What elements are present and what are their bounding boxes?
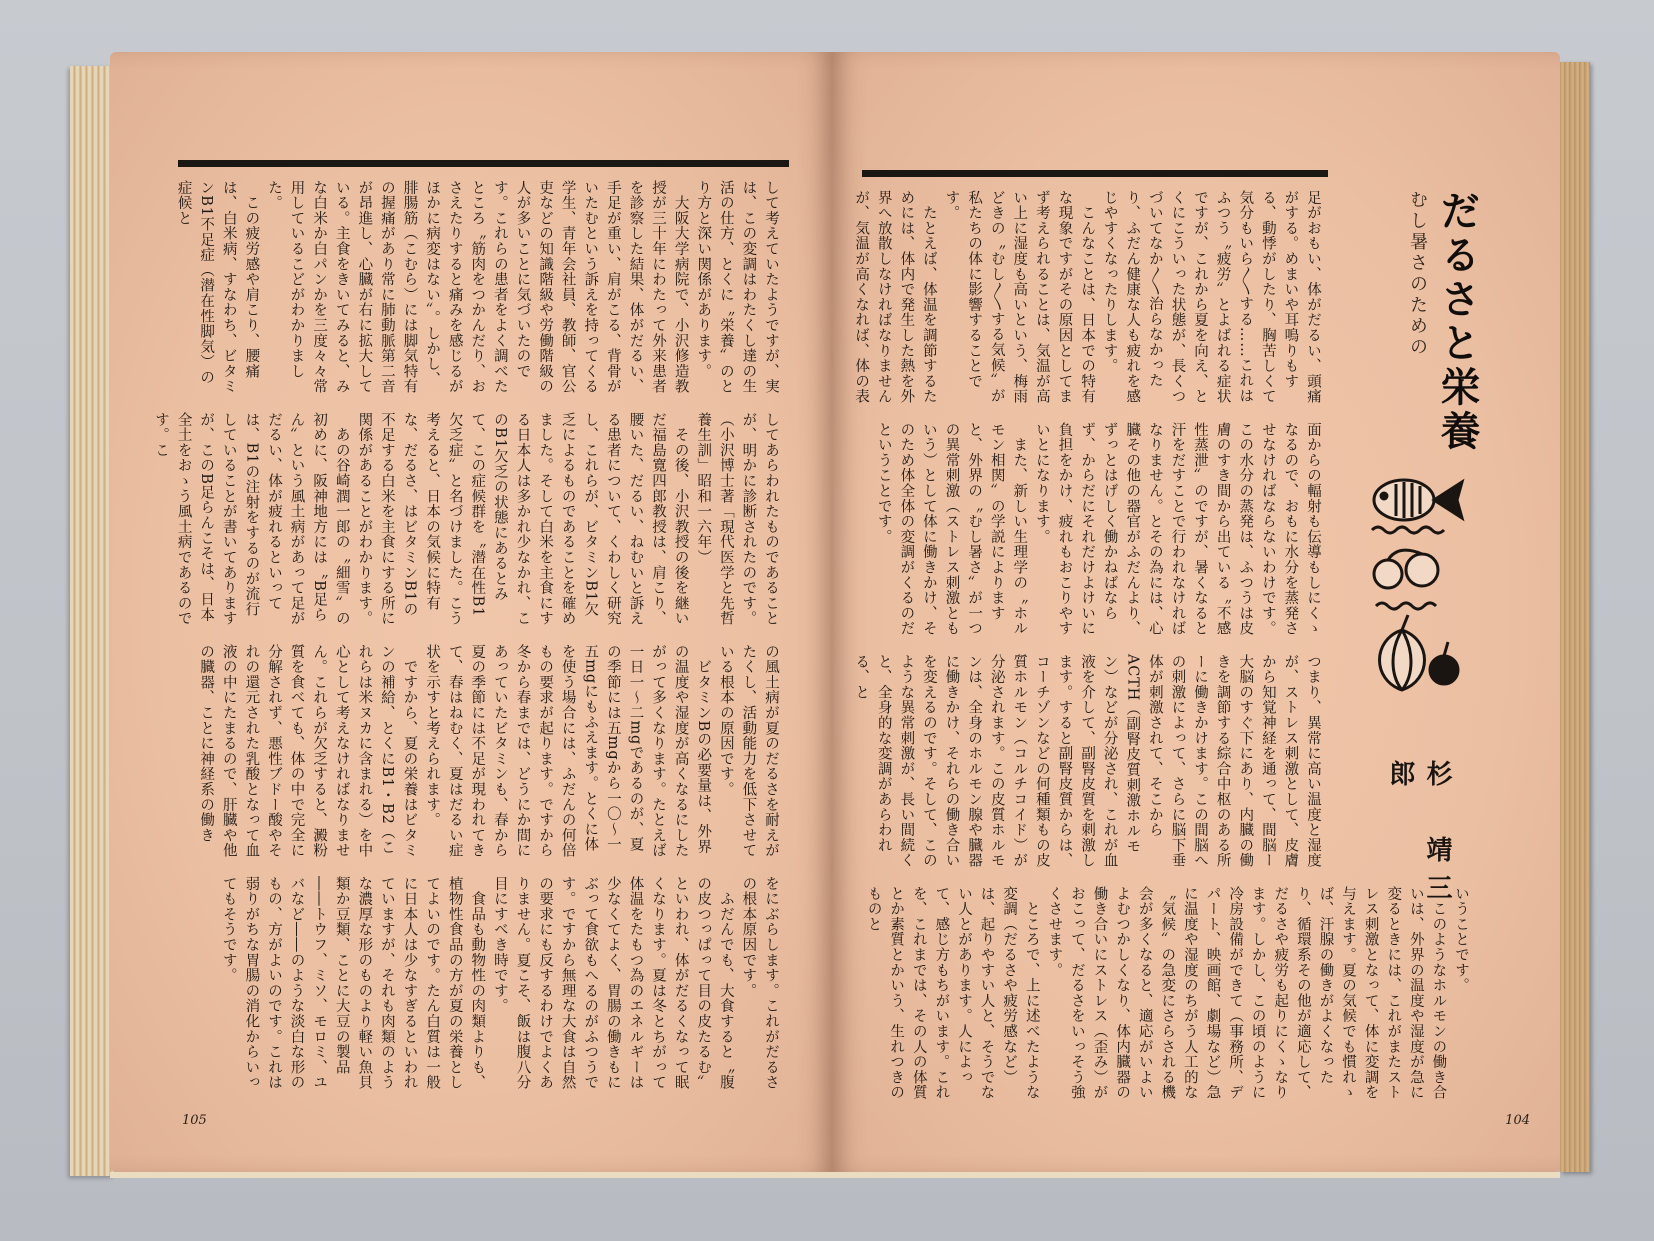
page-bottom-edge	[110, 1172, 1560, 1178]
fish-icon	[1372, 480, 1462, 533]
text-block: 足がおもい、体がだるい、頭痛がする。めまいや耳鳴りもする、動悸がしたり、胸苦しくて気分もいら〳〵する……これはふつう〝疲労〟とよばれる症状ですが、これから夏を向え、とくにこういった状態が、長くつづいてなか〳〵治らなかったり、ふだん健康な人も疲れを感じやすくなったりします。 こんなことは、日本での特有な現象ですがその原因としてまず考えられることは、気温が高い上に湿度も高いという、梅雨どきの〝むし〳〵する気候〟が私たちの体に影響することです。 たとえば、体温を調節するためには、体内で発生した熱を外界へ放散しなければなりませんが、気温が高くなれば、体の表	[853, 190, 1321, 405]
left-text-body	[152, 180, 782, 1108]
text-block: つまり、異常に高い温度と湿度が、ストレス刺激として、皮膚から知覚神経を通って、間脳ー大脳のすぐ下にあり、内臓の働きを調節する綜合中枢のある所ーに働きかけます。この間脳への刺激によって、さらに脳下垂体が刺激されて、そこからACTH（副腎皮質刺激ホルモン）などが分泌され、これが血液を介して、副腎皮質を刺激します。すると副腎皮質からは、コーチゾンなどの何種類もの皮質ホルモン（コルチコイド）が分泌されます。この皮質ホルモンは、全身のホルモン腺や臓器に働きかけ、それらの働き合いを変えるのです。そして、このような異常刺激が、長い間続くと、全身的な変調があらわれる、と	[853, 654, 1321, 869]
onion-icon	[1380, 615, 1459, 690]
open-magazine	[70, 52, 1590, 1182]
text-band	[168, 180, 782, 398]
top-rule	[178, 160, 789, 167]
article-kicker: むし暑さのための	[1407, 190, 1428, 358]
text-block: してあらわれたものであることが、明かに診断されたのです。 （小沢博士著「現代医学と先哲養生訓」昭和一六年） その後、小沢教授の後を継いだ福島寛四郎教授は、肩こり、腰いた、だるい、ねむいと訴える患者について、くわしく研究し、これらが、ビタミンB1欠乏によるものであることを確めました。そして白米を主食にする日本人は多かれ少なかれ、このB1欠乏の状態にあるとみて、この症候群を〝潜在性B1欠乏症〟と名づけました。こう考えると、日本の気候に特有な、だるさ、はビタミンB1の不足する白米を主食にする所に関係があることがわかります。 あの谷崎潤一郎の〝細雪〟の初めに、阪神地方には〝B足らん〟という風土病があって足がだるい、体が疲れるといっては、B1の注射をするのが流行していることが書いてありますが、このB足らんこそは、日本全土をおゝう風土病であるのです。こ	[152, 412, 779, 627]
page-edges-right	[1560, 62, 1590, 1172]
article-header	[1344, 160, 1534, 930]
text-block: して考えていたようですが、実は、この変調はわたくし達の生活の仕方、とくに〝栄養〟のとり方と深い関係があります。 大阪大学病院で、小沢修造教授が三十年にわたって外来患者を診察した結果、体がだるい、手足が重い、肩がこる、背骨がいたむという訴えを持ってくる学生、青年会社員、教師、官公吏などの知識階級や労働階級の人が多いことに気づいたのです。これらの患者をよく調べたところ〝筋肉をつかんだり、おさえたりすると痛みを感じるがほかに病変はない〟。しかし、腓腸筋（こむら）には脚気特有の握痛があり常に肺動脈第二音が昂進し、心臓が右に拡大している。主食をきいてみると、みな白米か白パンかを三度々々常用しているこどがわかりました。 この疲労感や肩こり、腰痛は、白米病、すなわち、ビタミンB1不足症（潜在性脚気）の症候と	[175, 180, 779, 395]
page-number: 105	[182, 1113, 207, 1128]
text-band	[862, 422, 1324, 640]
text-block: の風土病が夏のだるさを耐えがたくし、活動能力を低下させている根本の原因です。 ビタミンBの必要量は、外界の温度や湿度が高くなるにしたがって多くなります。たとえば一日一〜二mgであるのが、夏の季節には五mgから一〇〜一五mgにもふえます。とくに体を使う場合には、ふだんの何倍もの要求が起ります。ですから冬から春までは、どうにか間にあっていたビタミンも、春から夏の季節には不足が現われてきて、春はねむく、夏はだるい症状を示すと考えられます。 ですから、夏の栄養はビタミンの補給、とくにB1・B2（これらは米ヌカに含まれる）を中心として考えなければなりません。これらが欠乏すると、澱粉質を食べても、体の中で完全に分解されず、悪性ブドー酸やそれの還元された乳酸となって血液の中にたまるので、肝臓や他の臓器、ことに神経系の働き	[198, 644, 779, 859]
article-author: 杉 靖三郎	[1385, 760, 1452, 912]
article-title: だるさと栄養	[1434, 190, 1480, 454]
text-band	[168, 876, 782, 1094]
text-block: いうことです。 このようなホルモンの働き合いは、外界の温度や湿度が急に変るときには、これがまたストレス刺激となって、体に変調を与えます。夏の気候でも慣れゝば、汗腺の働きがよくなったり、循環系その他が適応して、だるさや疲労も起りにくゝなります。しかし、この頃のように冷房設備ができて（事務所、デパート、映画館、劇場など）急に温度や湿度のちがう人工的な〝気候〟の急変にさらされる機会が多くなると、適応がいよいよむつかしくなり、体内臓器の働き合いにストレス（歪み）がおこって、だるさをいっそう強くさせます。 ところで、上に述べたような変調（だるさや疲労感など）は、起りやすい人と、そうでない人とがあります。人によって、感じ方もちがいます。これを、これまでは、その人の体質とか素質とかいう、生れつきのものと	[865, 886, 1469, 1101]
grapes-icon	[1374, 550, 1438, 609]
page-edges-left	[70, 66, 114, 1176]
food-illustration	[1362, 470, 1472, 720]
text-band	[853, 190, 1324, 408]
text-band	[152, 412, 782, 630]
right-page	[832, 52, 1560, 1172]
page-number: 104	[1505, 1113, 1530, 1128]
top-rule	[862, 170, 1328, 177]
text-block: をにぶらします。これがだるさの根本原因です。 ふだんでも、大食すると〝腹の皮つっぱって目の皮たるむ〟といわれ、体がだるくなって眠くなります。夏は冬とちがって体温をたもつ為のエネルギーは少なくてよく、胃腸の働きもにぶって食欲もへるのがふつうです。ですから無理な大食は自然の要求にも反するわけでよくありません。夏こそ、飯は腹八分目にすべき時です。 食品も動物性の肉類よりも、植物性食品の方が夏の栄養としてよいのです。たん白質は一般に日本人は少なすぎるといわれていますが、それも肉類のような濃厚な形のものより軽い魚貝類か豆類、ことに大豆の製品――トウフ、ミソ、モロミ、ユバなど――のような淡白な形のもの、方がよいのです。これは弱りがちな胃腸の消化からいってもそうです。	[220, 876, 779, 1091]
text-band	[853, 654, 1324, 872]
text-block: 面からの輻射も伝導もしにくゝなるので、おもに水分を蒸発させなければならないわけです。 この水分の蒸発は、ふつうは皮膚のすき間から出ている〝不感性蒸泄〟のですが、暑くなると汗をだすことで行われなければなりません。とその為には、心臓その他の器官がふだんより、ずっとはげしく働かねばならず、からだにそれだけよけいに負担をかけ、疲れもおこりやすいとになります。 また、新しい生理学の〝ホルモン相関〟の学説によりますと、外界の〝むし暑さ〟が一つの異常刺激（ストレス刺激とも いう）として体に働きかけ、そのため体全体の変調がくるのだということです。	[875, 422, 1321, 637]
text-band	[168, 644, 782, 862]
left-page	[110, 52, 832, 1172]
